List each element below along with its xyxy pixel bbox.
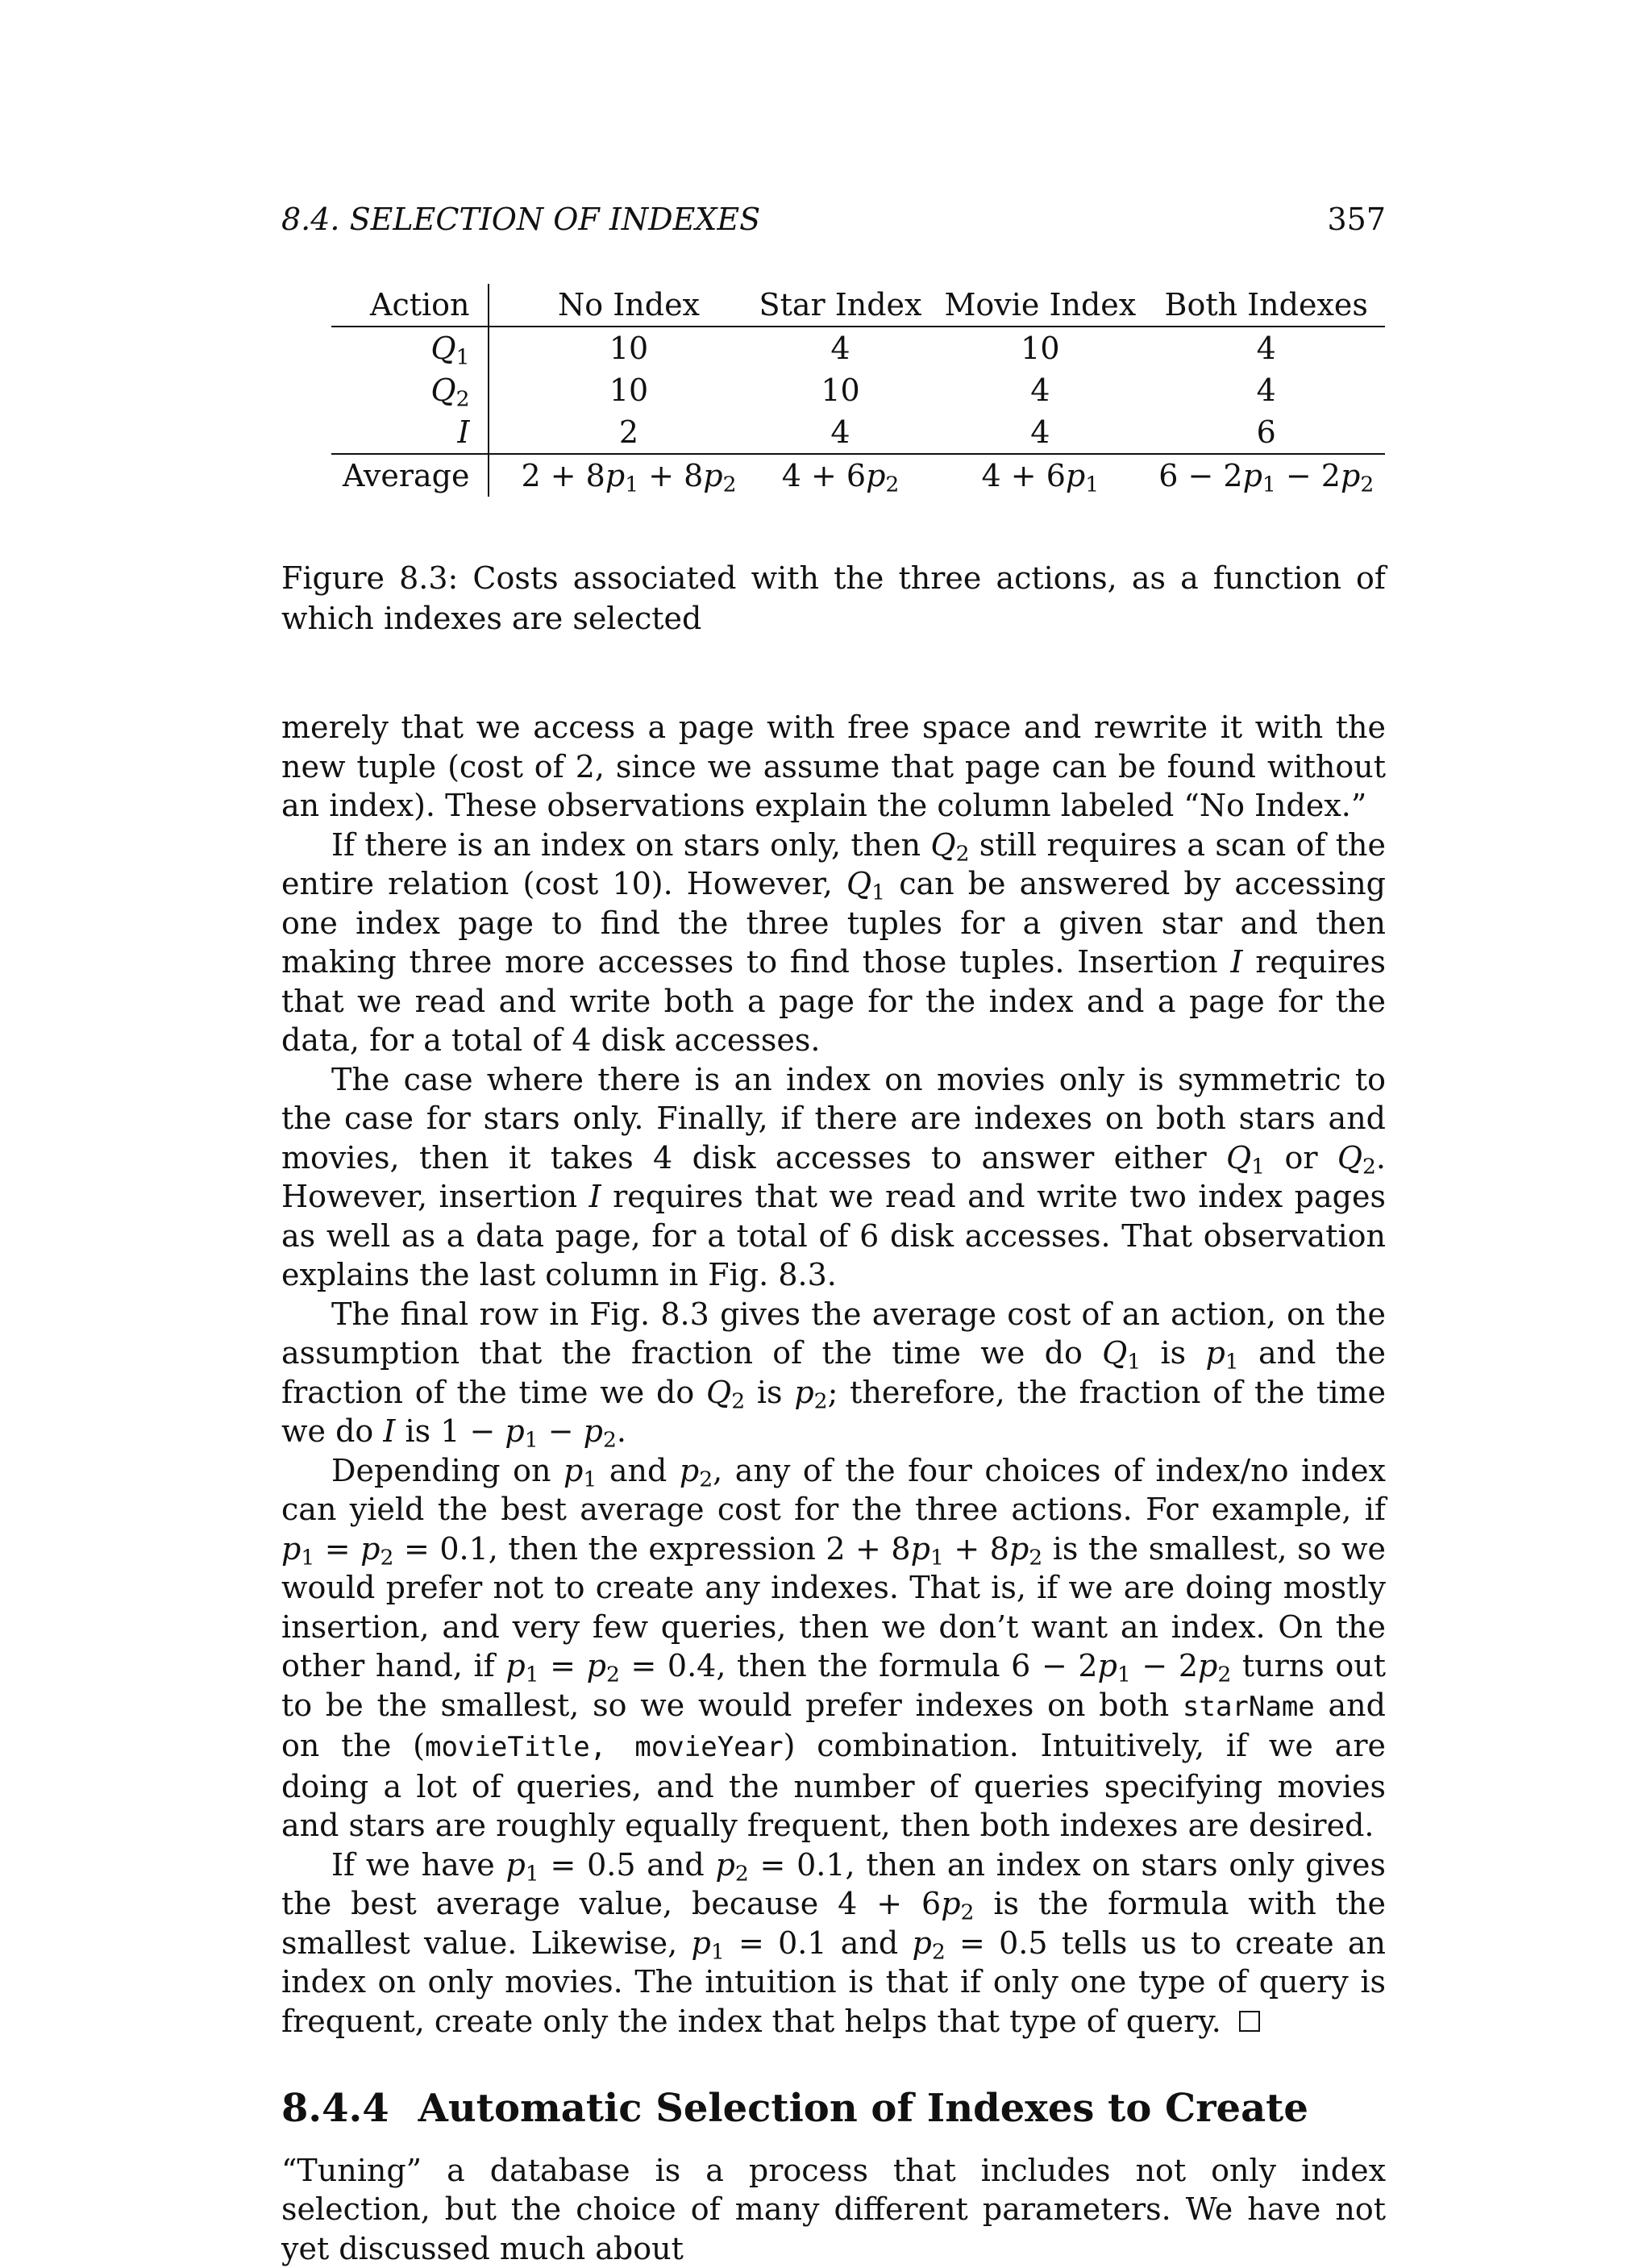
table-cell: 4: [748, 327, 934, 369]
cost-table: [331, 284, 1385, 497]
table-row-average: [331, 454, 1385, 497]
figure-caption: Figure 8.3: Costs associated with the three actions, as a function of which indexes are selected: [281, 558, 1386, 639]
table-cell: 4: [748, 411, 934, 454]
section-heading: 8.4.4 Automatic Selection of Indexes to Create: [281, 2089, 1386, 2129]
paragraph: Depending on $p_1$ and $p_2$, any of the four choices of index/no index can yield the best average cost for the three actions. For example, if $p_1 = p_2 = 0.1$, then the expression $2 + 8p_1 + 8p_2$ is the smallest, so we would prefer not to create any indexes. That is, if we are doing mostly insertion, and very few queries, then we don’t want an index. On the other hand, if $p_1 = p_2 = 0.4$, then the formula $6 - 2p_1 - 2p_2$ turns out to be the smallest, so we would prefer indexes on both starName and on the (movieTitle, movieYear) combination. Intuitively, if we are doing a lot of queries, and the number of queries specifying movies and stars are roughly equally frequent, then both indexes are desired.: [281, 1451, 1386, 1846]
row-label: Average: [331, 454, 489, 497]
table-cell: 10: [489, 327, 748, 369]
table-cell: 10: [748, 369, 934, 411]
section-header: 8.4. SELECTION OF INDEXES: [281, 202, 760, 237]
table-cell: $4 + 6p_2$: [748, 454, 934, 497]
table-cell: 10: [489, 369, 748, 411]
running-head: [281, 202, 1386, 237]
table-cell: 2: [489, 411, 748, 454]
table-cell: 10: [933, 327, 1147, 369]
table-cell: 6: [1147, 411, 1385, 454]
table-cell: 4: [1147, 327, 1385, 369]
table-cell: $4 + 6p_1$: [933, 454, 1147, 497]
table-row: [331, 411, 1385, 454]
paragraph: The case where there is an index on movies only is symmetric to the case for stars only. Finally, if there are indexes on both stars and movies, then it takes 4 disk accesses to answer either $Q_1$ or $Q_2$. However, insertion I requires that we read and write two index pages as well as a data page, for a total of 6 disk accesses. That observation explains the last column in Fig. 8.3.: [281, 1060, 1386, 1295]
table-cell: 4: [933, 411, 1147, 454]
table-cell: 4: [1147, 369, 1385, 411]
table-row: [331, 369, 1385, 411]
row-label: $Q_2$: [331, 369, 489, 411]
column-header: Movie Index: [933, 284, 1147, 327]
table-row: [331, 327, 1385, 369]
page-number: 357: [1327, 202, 1386, 237]
table-cell: $2 + 8p_1 + 8p_2$: [489, 454, 748, 497]
table-cell: 4: [933, 369, 1147, 411]
column-header: Action: [331, 284, 489, 327]
column-header: Star Index: [748, 284, 934, 327]
row-label: $Q_1$: [331, 327, 489, 369]
page: [281, 202, 1386, 2268]
paragraph: “Tuning” a database is a process that includes not only index selection, but the choice of many different parameters. We have not yet discussed much about: [281, 2151, 1386, 2268]
paragraph: The final row in Fig. 8.3 gives the average cost of an action, on the assumption that the fraction of the time we do $Q_1$ is $p_1$ and the fraction of the time we do $Q_2$ is $p_2$; therefore, the fraction of the time we do I is $1 - p_1 - p_2$.: [281, 1295, 1386, 1451]
column-header: Both Indexes: [1147, 284, 1385, 327]
paragraph: merely that we access a page with free space and rewrite it with the new tuple (cost of 2, since we assume that page can be found without an index). These observations explain the column labeled “No Index.”: [281, 708, 1386, 826]
body-text: [281, 708, 1386, 2268]
row-label: I: [331, 411, 489, 454]
paragraph: If there is an index on stars only, then $Q_2$ still requires a scan of the entire relation (cost 10). However, $Q_1$ can be answered by accessing one index page to find the three tuples for a given star and then making three more accesses to find those tuples. Insertion I requires that we read and write both a page for the index and a page for the data, for a total of 4 disk accesses.: [281, 826, 1386, 1060]
column-header: No Index: [489, 284, 748, 327]
table-header-row: [331, 284, 1385, 327]
qed-square-icon: [1239, 2011, 1260, 2032]
table-cell: $6 - 2p_1 - 2p_2$: [1147, 454, 1385, 497]
paragraph: If we have $p_1 = 0.5$ and $p_2 = 0.1$, then an index on stars only gives the best average value, because $4 + 6p_2$ is the formula with the smallest value. Likewise, $p_1 = 0.1$ and $p_2 = 0.5$ tells us to create an index on only movies. The intuition is that if only one type of query is frequent, create only the index that helps that type of query.: [281, 1846, 1386, 2041]
